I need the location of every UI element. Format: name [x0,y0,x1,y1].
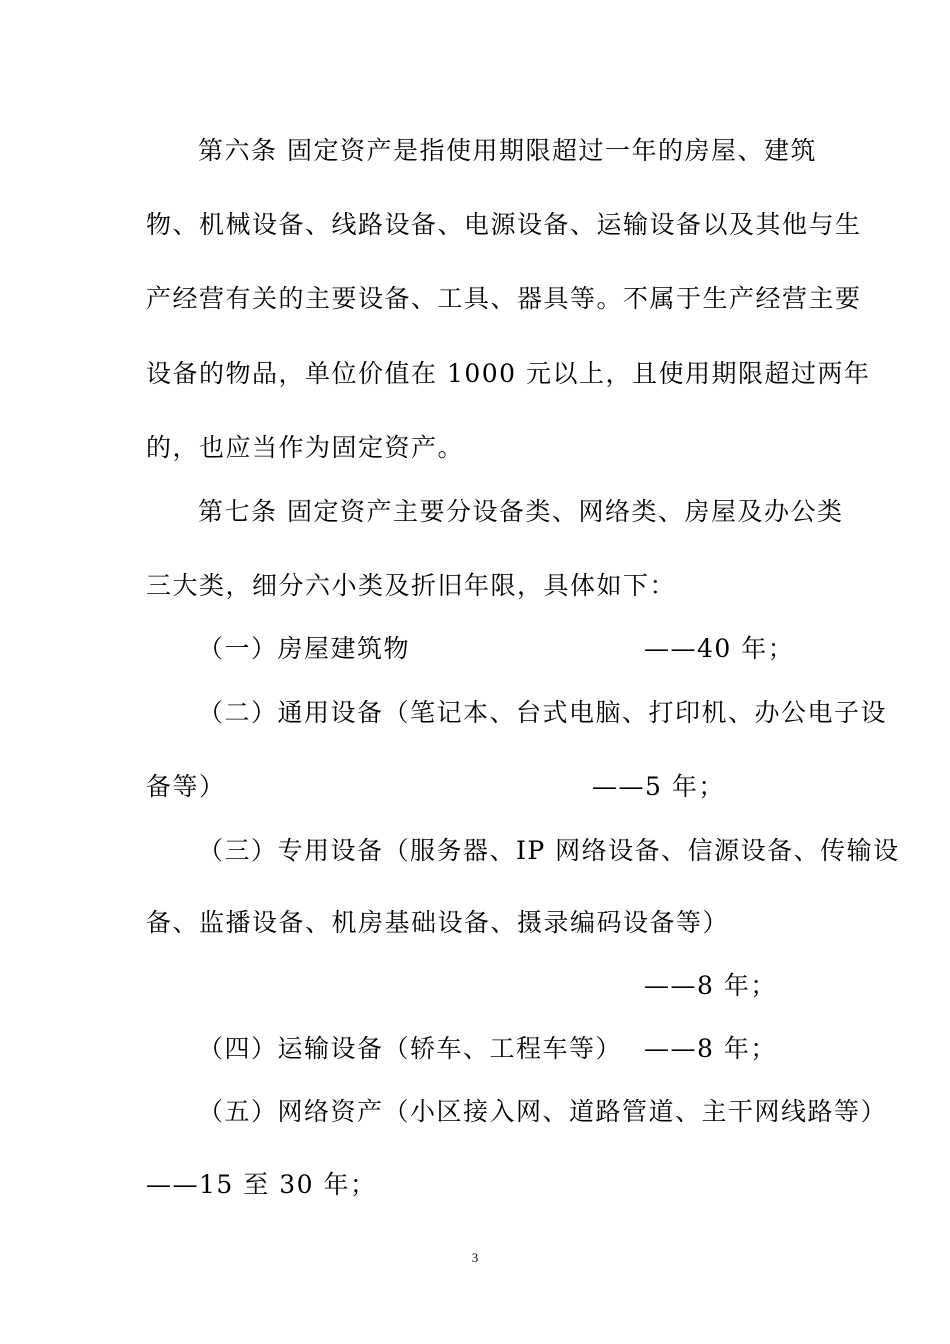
category-3-line-1: （三）专用设备（服务器、IP 网络设备、信源设备、传输设 [198,836,900,865]
category-3-years: ——8 年； [644,971,777,1000]
article-6-line-5: 的，也应当作为固定资产。 [146,433,465,462]
article-6-line-4: 设备的物品，单位价值在 1000 元以上，且使用期限超过两年 [146,359,871,388]
article-7-line-1: 第七条 固定资产主要分设备类、网络类、房屋及办公类 [198,497,844,526]
category-1-label: （一）房屋建筑物 [198,634,411,663]
category-5-years: ——15 至 30 年； [146,1170,377,1199]
category-1-years: ——40 年； [644,634,795,663]
category-3-line-2: 备、监播设备、机房基础设备、摄录编码设备等） [146,908,730,937]
category-4-label: （四）运输设备（轿车、工程车等） [198,1034,623,1063]
category-2-line-1: （二）通用设备（笔记本、台式电脑、打印机、办公电子设 [198,698,888,727]
category-5-line-1: （五）网络资产（小区接入网、道路管道、主干网线路等） [198,1097,888,1126]
category-4-years: ——8 年； [644,1034,777,1063]
article-6-line-3: 产经营有关的主要设备、工具、器具等。不属于生产经营主要 [146,284,862,313]
article-6-line-2: 物、机械设备、线路设备、电源设备、运输设备以及其他与生 [146,210,862,239]
article-7-line-2: 三大类，细分六小类及折旧年限，具体如下： [146,571,677,600]
page-number: 3 [471,1250,479,1265]
article-6-line-1: 第六条 固定资产是指使用期限超过一年的房屋、建筑 [198,136,817,165]
category-2-line-2: 备等） [146,772,226,801]
category-2-years: ——5 年； [592,772,725,801]
